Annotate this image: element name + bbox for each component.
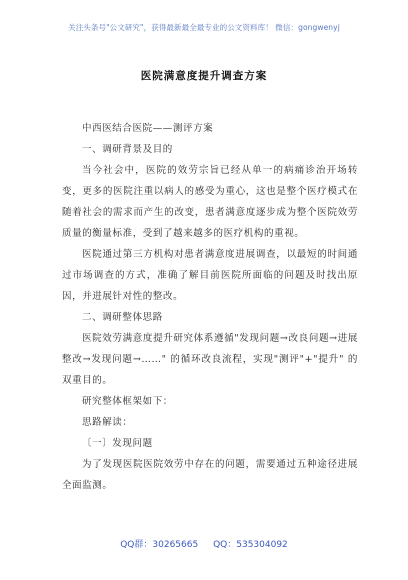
page-title: 医院满意度提升调查方案 <box>140 70 268 82</box>
paragraph-interpretation: 思路解读： <box>82 417 133 428</box>
paragraph-framework: 研究整体框架如下： <box>82 396 173 407</box>
paragraph-section-1-heading: 一、调研背景及目的 <box>82 144 173 155</box>
document-body <box>62 118 358 496</box>
footer-qq-group: QQ群：30265665 <box>120 540 199 550</box>
paragraph-research-system: 医院效劳满意度提升研究体系遵循"发现问题→改良问题→进展整改→发现问题→……" 的循环改良流程，实现"测评"+"提升" 的双重目的。 <box>62 333 358 386</box>
paragraph-discovery: 为了发现医院医院效劳中存在的问题，需要通过五种途径进展全面监测。 <box>62 459 358 491</box>
paragraph-subheading-1: 〔一〕发现问题 <box>82 438 153 449</box>
paragraph-section-2-heading: 二、调研整体思路 <box>82 312 163 323</box>
header-note: 关注头条号"公文研究"，获得最新最全最专业的公文资料库！ 微信：gongwenyj <box>68 23 340 32</box>
paragraph-background: 当今社会中，医院的效劳宗旨已经从单一的病痛诊治开场转变，更多的医院注重以病人的感受为重心，这也是整个医疗模式在随着社会的需求而产生的改变，患者满意度逐步成为整个医院效劳质量的衡量标准，受到了越来越多的医疗机构的重视。 <box>62 165 358 239</box>
paragraph-subtitle: 中西医结合医院——测评方案 <box>82 123 214 134</box>
footer-contact <box>0 537 408 550</box>
footer-qq: QQ：535304092 <box>213 540 288 550</box>
paragraph-purpose: 医院通过第三方机构对患者满意度进展调查，以最短的时间通过市场调查的方式，准确了解目前医院所面临的问题及时找出原因，并进展针对性的整改。 <box>62 249 358 302</box>
